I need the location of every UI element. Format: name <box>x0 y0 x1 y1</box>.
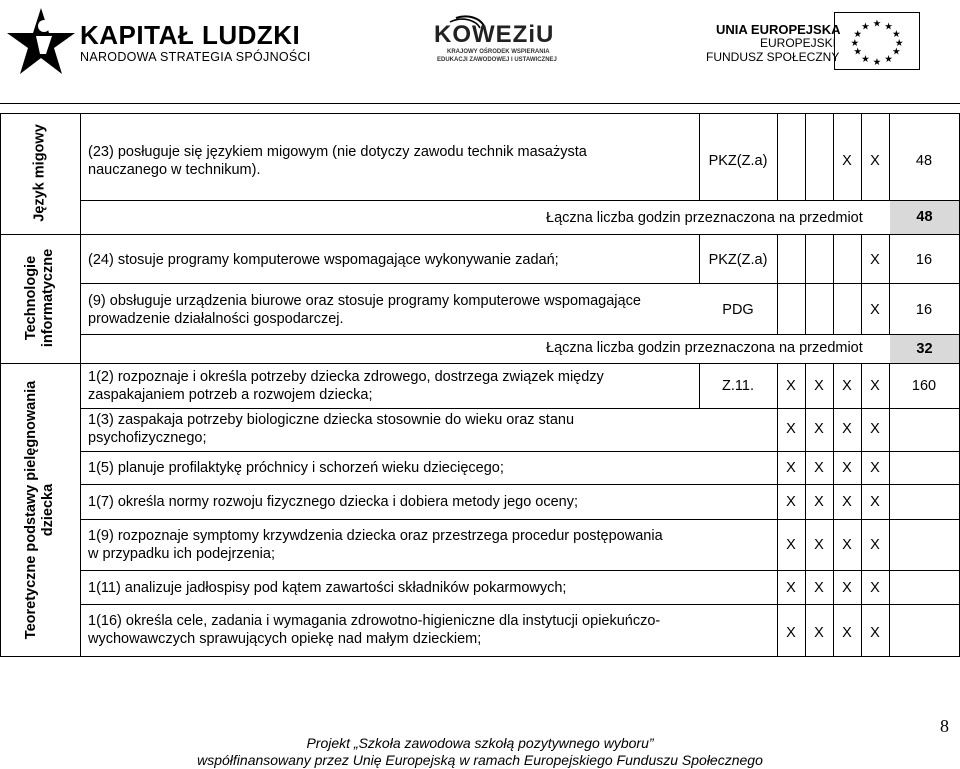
mark-cell: X <box>786 460 796 476</box>
ue-title: UNIA EUROPEJSKA <box>716 22 841 37</box>
outcome-text: wychowawczych sprawujących opiekę nad małym dzieckiem; <box>88 631 482 647</box>
mark-cell: X <box>870 302 880 318</box>
mark-cell: X <box>870 625 880 641</box>
ue-line-2: EUROPEJSKI <box>760 36 837 50</box>
subject-label-it: Technologie informatyczne <box>23 248 56 348</box>
mark-cell: X <box>814 378 824 394</box>
mark-cell: X <box>786 625 796 641</box>
svg-text:★: ★ <box>861 54 870 66</box>
mark-cell: X <box>842 625 852 641</box>
mark-cell: X <box>842 494 852 510</box>
outcome-text: w przypadku ich podejrzenia; <box>88 546 275 562</box>
mark-cell: X <box>786 494 796 510</box>
svg-text:★: ★ <box>884 54 893 66</box>
kowezu-name: KOWEZiU <box>434 21 555 48</box>
mark-cell: X <box>786 378 796 394</box>
mark-cell: X <box>842 378 852 394</box>
ue-line-3: FUNDUSZ SPOŁECZNY <box>706 50 840 64</box>
outcome-text: 1(5) planuje profilaktykę próchnicy i schorzeń wieku dziecięcego; <box>88 460 504 476</box>
outcome-text: 1(16) określa cele, zadania i wymagania zdrowotno-higieniczne dla instytucji opiekuńczo- <box>88 613 661 629</box>
outcome-text: nauczanego w technikum). <box>88 162 261 178</box>
mark-cell: X <box>814 494 824 510</box>
svg-text:★: ★ <box>850 37 860 49</box>
hours-cell: 48 <box>915 153 933 169</box>
code-cell: PKZ(Z.a) <box>708 252 768 268</box>
svg-text:★: ★ <box>891 29 901 41</box>
code-cell: PDG <box>722 302 754 318</box>
mark-cell: X <box>842 580 852 596</box>
kapital-ludzki-subtitle: NARODOWA STRATEGIA SPÓJNOŚCI <box>80 50 311 64</box>
footer-funding-line: współfinansowany przez Unię Europejską w ramach Europejskiego Funduszu Społecznego <box>197 752 763 768</box>
code-cell: PKZ(Z.a) <box>708 153 768 169</box>
mark-cell: X <box>870 421 880 437</box>
mark-cell: X <box>814 625 824 641</box>
footer-project-line: Projekt „Szkoła zawodowa szkołą pozytywnego wyboru” <box>306 735 654 751</box>
mark-cell: X <box>842 460 852 476</box>
mark-cell: X <box>870 580 880 596</box>
mark-cell: X <box>870 252 880 268</box>
hours-cell: 16 <box>915 302 933 318</box>
mark-cell: X <box>814 537 824 553</box>
total-value: 48 <box>890 201 959 234</box>
outcome-text: 1(3) zaspakaja potrzeby biologiczne dziecka stosownie do wieku oraz stanu <box>88 412 575 428</box>
code-cell: Z.11. <box>722 378 754 394</box>
mark-cell: X <box>786 580 796 596</box>
total-value: 32 <box>890 335 959 363</box>
outcome-text: psychofizycznego; <box>88 430 207 446</box>
svg-text:★: ★ <box>884 21 893 33</box>
mark-cell: X <box>786 421 796 437</box>
total-label: Łączna liczba godzin przeznaczona na przedmiot <box>546 340 863 356</box>
outcome-text: 1(11) analizuje jadłospisy pod kątem zawartości składników pokarmowych; <box>88 580 567 596</box>
svg-text:★: ★ <box>861 21 870 33</box>
outcome-text: 1(7) określa normy rozwoju fizycznego dziecka i dobiera metody jego oceny; <box>88 494 579 510</box>
outcome-text: (9) obsługuje urządzenia biurowe oraz stosuje programy komputerowe wspomagające <box>88 293 641 309</box>
mark-cell: X <box>786 537 796 553</box>
outcome-text: 1(9) rozpoznaje symptomy krzywdzenia dziecka oraz przestrzega procedur postępowania <box>88 528 663 544</box>
mark-cell: X <box>870 378 880 394</box>
mark-cell: X <box>842 537 852 553</box>
kapital-ludzki-title: KAPITAŁ LUDZKI <box>80 20 301 50</box>
mark-cell: X <box>842 421 852 437</box>
svg-text:★: ★ <box>853 29 863 41</box>
hours-cell: 160 <box>911 378 937 394</box>
svg-text:★: ★ <box>891 46 901 58</box>
mark-cell: X <box>842 153 852 169</box>
svg-text:★: ★ <box>872 18 882 30</box>
outcome-text: zaspakajaniem potrzeb a rozwojem dziecka; <box>88 387 373 403</box>
mark-cell: X <box>870 537 880 553</box>
kowezu-subtitle-1: KRAJOWY OŚRODEK WSPIERANIA <box>447 49 550 55</box>
hours-cell: 16 <box>915 252 933 268</box>
outcome-text: prowadzenie działalności gospodarczej. <box>88 311 344 327</box>
total-label: Łączna liczba godzin przeznaczona na przedmiot <box>546 210 863 226</box>
mark-cell: X <box>814 460 824 476</box>
subject-label-sign-language: Język migowy <box>31 124 48 222</box>
svg-text:★: ★ <box>894 37 904 49</box>
svg-text:★: ★ <box>872 57 882 69</box>
subject-label-child-care: Teoretyczne podstawy pielęgnowania dziecka <box>23 380 56 640</box>
outcome-text: 1(2) rozpoznaje i określa potrzeby dziecka zdrowego, dostrzega związek między <box>88 369 604 385</box>
outcome-text: (24) stosuje programy komputerowe wspomagające wykonywanie zadań; <box>88 252 559 268</box>
mark-cell: X <box>814 421 824 437</box>
mark-cell: X <box>870 494 880 510</box>
outcome-text: (23) posługuje się językiem migowym (nie dotyczy zawodu technik masażysta <box>88 144 587 160</box>
mark-cell: X <box>814 580 824 596</box>
mark-cell: X <box>870 153 880 169</box>
svg-text:★: ★ <box>853 46 863 58</box>
kowezu-subtitle-2: EDUKACJI ZAWODOWEJ I USTAWICZNEJ <box>437 57 557 63</box>
mark-cell: X <box>870 460 880 476</box>
page-number: 8 <box>940 716 949 736</box>
